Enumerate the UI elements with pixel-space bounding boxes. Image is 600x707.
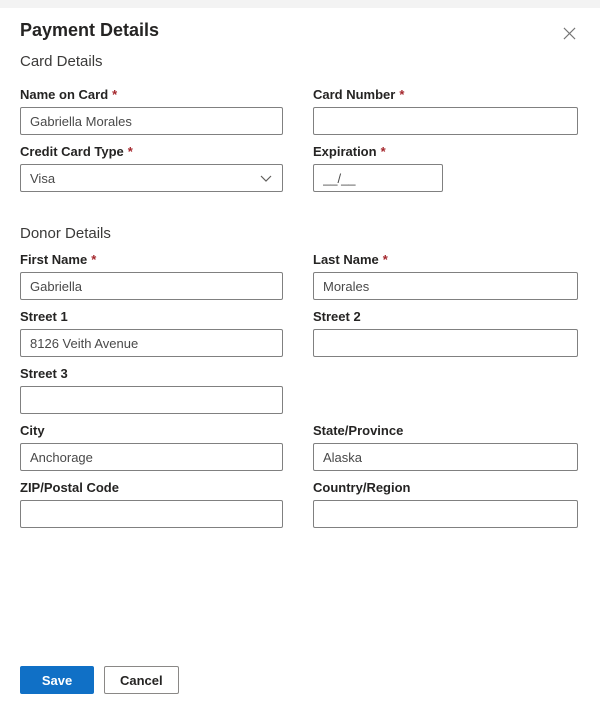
expiration-label [313,144,578,160]
last-name-label [313,252,578,268]
save-button[interactable]: Save [20,666,94,694]
street3-label [20,366,283,382]
city-label-text: City [20,423,45,438]
expiration-label-text: Expiration [313,144,377,159]
street3-label-text: Street 3 [20,366,68,381]
dialog-footer [20,666,179,694]
last-name-input[interactable] [313,272,578,300]
dialog-top-strip [0,0,600,8]
country-region-label-text: Country/Region [313,480,411,495]
credit-card-type-label [20,144,283,160]
card-number-label-text: Card Number [313,87,396,102]
state-province-label-text: State/Province [313,423,404,438]
expiration-input[interactable] [313,164,443,192]
card-number-input[interactable] [313,107,578,135]
card-details-heading: Card Details [20,53,103,70]
state-province-label [313,423,578,439]
street2-label-text: Street 2 [313,309,361,324]
required-asterisk: * [112,87,118,102]
field-name-on-card [20,87,283,135]
field-street3 [20,366,283,414]
first-name-input[interactable] [20,272,283,300]
field-credit-card-type [20,144,283,192]
required-asterisk: * [382,252,388,267]
donor-details-heading: Donor Details [20,225,111,242]
field-last-name [313,252,578,300]
street2-input[interactable] [313,329,578,357]
required-asterisk: * [127,144,133,159]
close-button[interactable] [559,23,580,44]
dialog-title: Payment Details [20,20,160,40]
street1-label-text: Street 1 [20,309,68,324]
field-first-name [20,252,283,300]
dialog-header [0,8,600,44]
empty-cell [313,366,578,414]
zip-postal-code-label-text: ZIP/Postal Code [20,480,119,495]
field-country-region [313,480,578,528]
field-street1 [20,309,283,357]
first-name-label [20,252,283,268]
street3-input[interactable] [20,386,283,414]
name-on-card-label [20,87,283,103]
zip-postal-code-label [20,480,283,496]
name-on-card-input[interactable] [20,107,283,135]
city-label [20,423,283,439]
credit-card-type-label-text: Credit Card Type [20,144,124,159]
credit-card-type-select[interactable] [20,164,283,192]
close-icon [563,28,576,43]
zip-postal-code-input[interactable] [20,500,283,528]
card-number-label [313,87,578,103]
dialog-content [0,53,600,528]
street1-label [20,309,283,325]
last-name-label-text: Last Name [313,252,379,267]
field-state-province [313,423,578,471]
credit-card-type-value: Visa [30,170,56,186]
city-input[interactable] [20,443,283,471]
state-province-input[interactable] [313,443,578,471]
field-zip-postal-code [20,480,283,528]
required-asterisk: * [91,252,97,267]
required-asterisk: * [380,144,386,159]
cancel-button[interactable]: Cancel [104,666,179,694]
card-details-grid [20,87,578,192]
country-region-label [313,480,578,496]
street2-label [313,309,578,325]
donor-details-grid [20,252,578,528]
field-card-number [313,87,578,135]
country-region-input[interactable] [313,500,578,528]
street1-input[interactable] [20,329,283,357]
name-on-card-label-text: Name on Card [20,87,109,102]
field-city [20,423,283,471]
field-expiration [313,144,578,192]
required-asterisk: * [399,87,405,102]
field-street2 [313,309,578,357]
chevron-down-icon [260,175,272,182]
first-name-label-text: First Name [20,252,88,267]
